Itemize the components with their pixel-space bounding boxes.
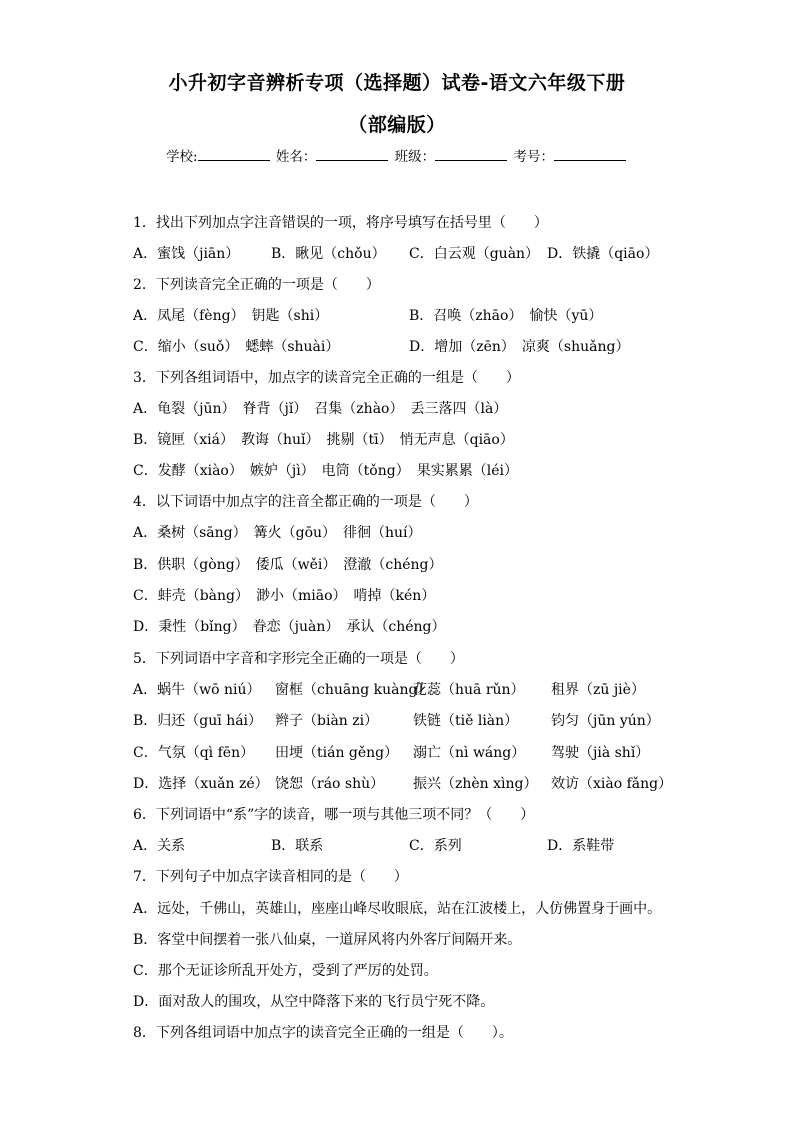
exam-number-blank[interactable] [554,148,626,161]
option[interactable]: 振兴（zhèn xìng） [413,776,538,792]
option[interactable]: C．缩小（suǒ） 蟋蟀（shuài） [133,339,340,355]
option[interactable]: 钧匀（jūn yún） [551,713,660,729]
option[interactable]: 辫子（biàn zi） [275,713,379,729]
option[interactable]: 溺亡（nì wáng） [413,745,526,761]
question-stem: 5．下列词语中字音和字形完全正确的一项是（ ） [133,651,464,667]
option[interactable]: C．气氛（qì fēn） [133,745,255,761]
option[interactable]: A．桑树（sāng） 篝火（gōu） 徘徊（huí） [133,525,422,541]
option-row [133,679,645,699]
option[interactable]: C．白云观（guàn） [409,246,540,262]
name-label: 姓名： [275,149,317,165]
exam-title: 小升初字音辨析专项（选择题）试卷-语文六年级下册 [168,72,626,94]
option[interactable]: B．归还（guī hái） [133,713,263,729]
question-stem: 6．下列词语中“系”字的读音，哪一项与其他三项不同？（ ） [133,807,535,823]
exam-subtitle: （部编版） [348,114,446,136]
option[interactable]: D．秉性（bǐng） 眷恋（juàn） 承认（chéng） [133,619,446,635]
option[interactable]: A．龟裂（jūn） 脊背（jǐ） 召集（zhào） 丢三落四（là） [133,401,508,417]
option[interactable]: 驾驶（jià shǐ） [551,745,650,761]
school-label: 学校: [166,149,198,165]
option[interactable]: A．蜜饯（jiān） [133,246,240,262]
option-row [133,742,649,762]
option[interactable]: C．发酵（xiào） 嫉妒（jì） 电筒（tǒng） 果实累累（léi） [133,463,518,479]
option[interactable]: A．凤尾（fèng） 钥匙（shi） [133,308,329,324]
option[interactable]: 花蕊（huā rǔn） [413,682,525,698]
option[interactable]: 铁链（tiě liàn） [413,713,519,729]
class-label: 班级： [394,149,436,165]
option[interactable]: A．远处，千佛山，英雄山，座座山峰尽收眼底，站在江波楼上，人仿佛置身于画中。 [133,901,662,917]
option-row [133,336,629,356]
option[interactable]: D．系鞋带 [547,838,615,854]
option[interactable]: C．系列 [409,838,462,854]
name-blank[interactable] [316,148,388,161]
question-stem: 2．下列读音完全正确的一项是（ ） [133,277,380,293]
option-row [133,305,602,325]
option[interactable]: 饶恕（ráo shù） [275,776,385,792]
option[interactable]: B．供职（gòng） 倭瓜（wěi） 澄澈（chéng） [133,557,443,573]
option-row [133,710,660,730]
option[interactable]: 窗框（chuāng kuàng） [275,682,432,698]
option[interactable]: C．那个无证诊所乱开处方，受到了严厉的处罚。 [133,963,438,979]
option[interactable]: 租界（zū jiè） [551,682,645,698]
option-row [133,243,658,263]
option[interactable]: B．瞅见（chǒu） [271,246,386,262]
option[interactable]: A．蜗牛（wō niú） [133,682,261,698]
option[interactable]: B．客堂中间摆着一张八仙桌，一道屏风将内外客厅间隔开来。 [133,932,522,948]
option[interactable]: C．蚌壳（bàng） 渺小（miāo） 啃掉（kén） [133,588,436,604]
option-row [133,773,672,793]
option[interactable]: 田埂（tián gěng） [275,745,399,761]
exam-number-label: 考号： [513,149,554,165]
option[interactable]: B．联系 [271,838,324,854]
student-info-line [0,145,794,165]
option-row [133,835,614,855]
school-blank[interactable] [198,148,270,161]
option[interactable]: A．关系 [133,838,186,854]
option[interactable]: B．镜匣（xiá） 教诲（huǐ） 挑剔（tī） 悄无声息（qiāo） [133,432,514,448]
option[interactable]: 效访（xiào fǎng） [551,776,673,792]
option[interactable]: D．铁撬（qiāo） [547,246,659,262]
question-stem: 8．下列各组词语中加点字的读音完全正确的一组是（ ）。 [133,1025,513,1041]
question-stem: 4．以下词语中加点字的注音全都正确的一项是（ ） [133,494,478,510]
option[interactable]: B．召唤（zhāo） 愉快（yū） [409,308,603,324]
question-stem: 3．下列各组词语中，加点字的读音完全正确的一组是（ ） [133,370,520,386]
option[interactable]: D．增加（zēn） 凉爽（shuǎng） [409,339,630,355]
option[interactable]: D．选择（xuǎn zé） [133,776,269,792]
class-blank[interactable] [435,148,507,161]
question-stem: 1．找出下列加点字注音错误的一项，将序号填写在括号里（ ） [133,215,548,231]
option[interactable]: D．面对敌人的围攻，从空中降落下来的飞行员宁死不降。 [133,994,495,1010]
question-stem: 7．下列句子中加点字读音相同的是（ ） [133,869,408,885]
